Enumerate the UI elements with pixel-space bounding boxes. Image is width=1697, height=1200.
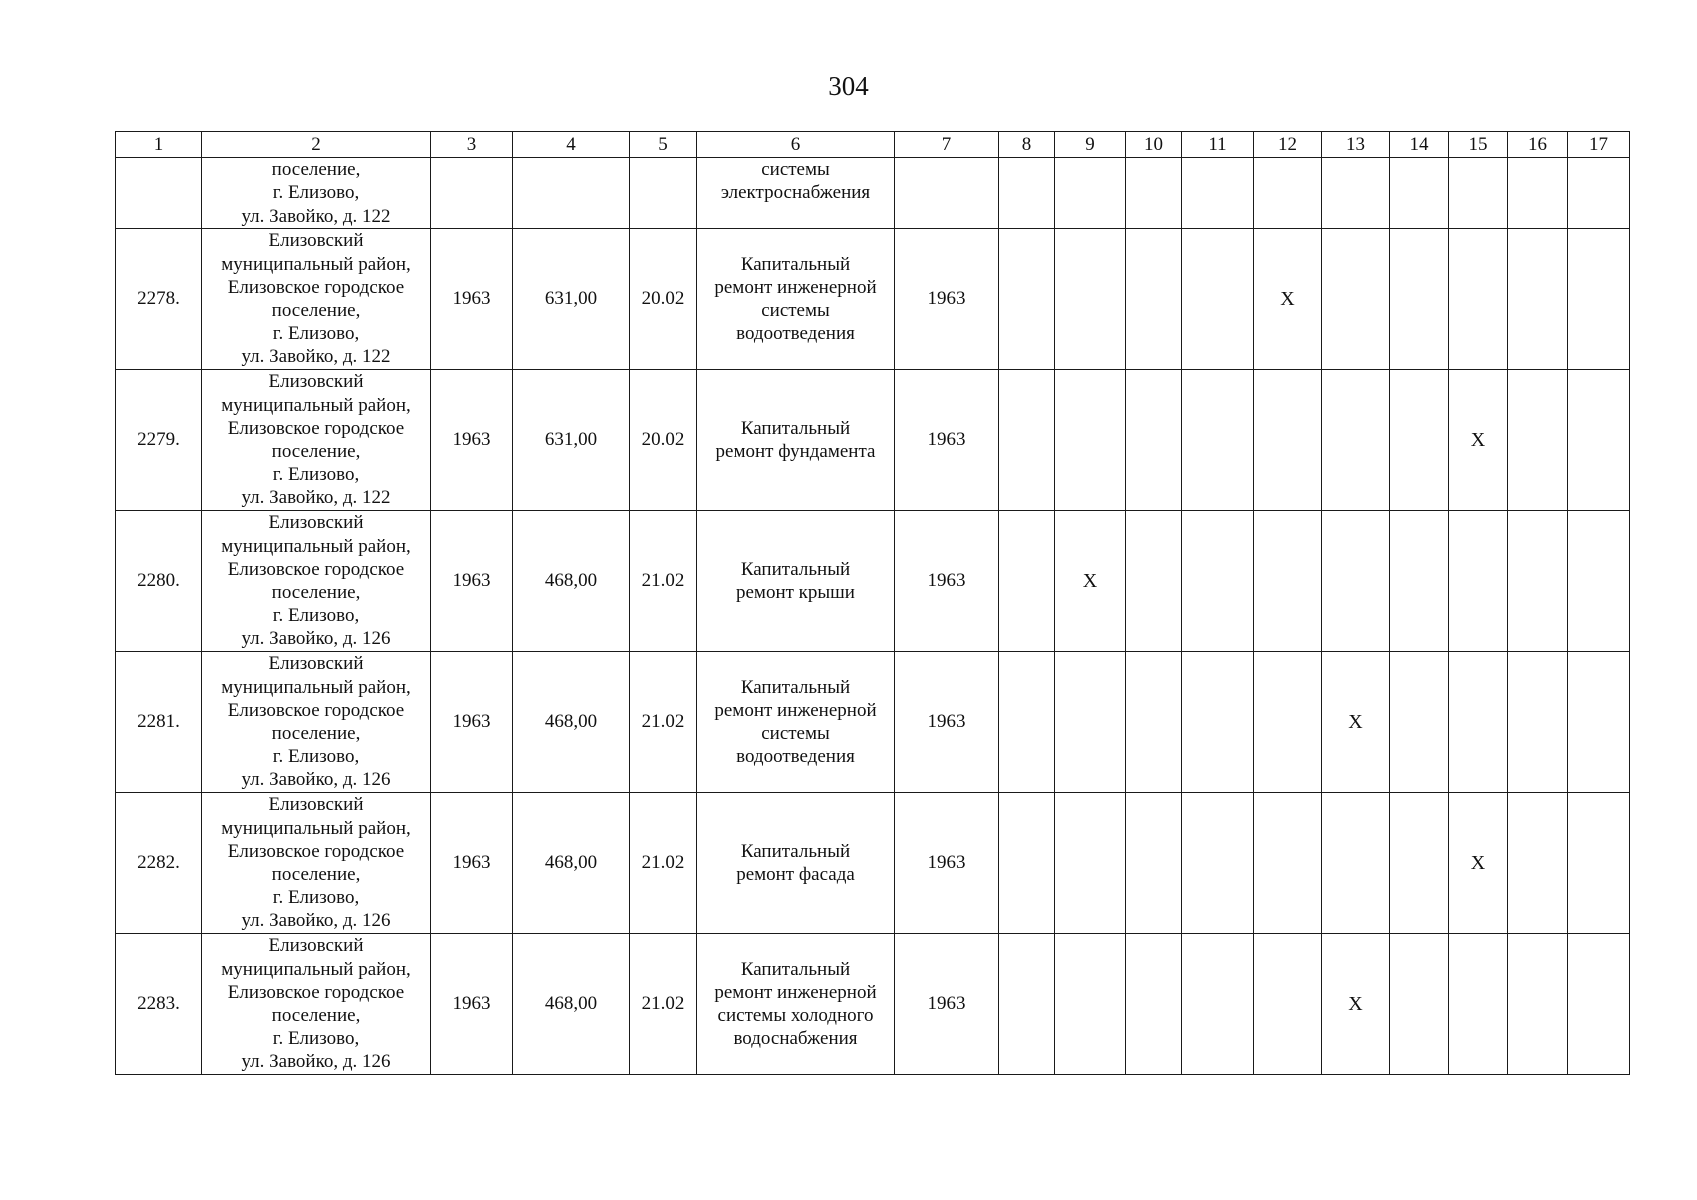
cell-col5: 21.02 [630, 652, 697, 793]
table-body [116, 158, 1630, 1075]
address-lines [202, 511, 430, 650]
cell-col7: 1963 [895, 793, 999, 934]
cell-col14 [1390, 652, 1449, 793]
work-line: ремонт инженерной [714, 982, 877, 1003]
column-header-11: 11 [1182, 132, 1254, 158]
cell-col8 [999, 511, 1055, 652]
cell-col15 [1449, 158, 1508, 229]
address-line: Елизовский [268, 935, 364, 957]
work-line: Капитальный [740, 959, 851, 980]
column-header-15: 15 [1449, 132, 1508, 158]
cell-col4: 468,00 [513, 511, 630, 652]
cell-col13-mark: X [1322, 652, 1390, 793]
cell-work-type [697, 370, 895, 511]
cell-col8 [999, 370, 1055, 511]
column-header-2: 2 [202, 132, 431, 158]
cell-col17 [1568, 229, 1630, 370]
cell-col9 [1055, 229, 1126, 370]
cell-col8 [999, 934, 1055, 1075]
cell-col12-mark: X [1254, 229, 1322, 370]
cell-col13 [1322, 511, 1390, 652]
cell-col9-mark: X [1055, 511, 1126, 652]
work-line: электроснабжения [720, 182, 871, 203]
cell-col7: 1963 [895, 370, 999, 511]
address-line: муниципальный район, [221, 253, 411, 275]
column-header-10: 10 [1126, 132, 1182, 158]
work-line: водоснабжения [733, 1028, 858, 1049]
cell-col10 [1126, 158, 1182, 229]
cell-col10 [1126, 652, 1182, 793]
column-header-13: 13 [1322, 132, 1390, 158]
address-line: г. Елизово, [272, 887, 360, 909]
column-header-8: 8 [999, 132, 1055, 158]
address-line: Елизовский [268, 371, 364, 393]
cell-col9 [1055, 934, 1126, 1075]
cell-col17 [1568, 511, 1630, 652]
cell-col9 [1055, 793, 1126, 934]
cell-col17 [1568, 158, 1630, 229]
column-header-9: 9 [1055, 132, 1126, 158]
cell-work-type [697, 158, 895, 229]
cell-col11 [1182, 652, 1254, 793]
column-header-16: 16 [1508, 132, 1568, 158]
work-line: Капитальный [740, 677, 851, 698]
address-line: Елизовское городское [227, 699, 405, 721]
work-line: Капитальный [740, 559, 851, 580]
cell-col5: 21.02 [630, 793, 697, 934]
cell-col16 [1508, 229, 1568, 370]
cell-col12 [1254, 158, 1322, 229]
cell-col4: 468,00 [513, 934, 630, 1075]
cell-col16 [1508, 511, 1568, 652]
address-lines [202, 229, 430, 368]
cell-col9 [1055, 652, 1126, 793]
page-number: 304 [828, 71, 869, 101]
cell-address [202, 229, 431, 370]
cell-col5 [630, 158, 697, 229]
address-line: ул. Завойко, д. 126 [241, 1051, 391, 1073]
cell-col3: 1963 [431, 652, 513, 793]
cell-col14 [1390, 511, 1449, 652]
address-line: поселение, [271, 582, 361, 603]
cell-col5: 20.02 [630, 370, 697, 511]
cell-col16 [1508, 158, 1568, 229]
address-line: г. Елизово, [272, 182, 360, 204]
work-line: ремонт фасада [736, 864, 855, 885]
address-lines [202, 652, 430, 791]
cell-work-type [697, 793, 895, 934]
cell-col11 [1182, 511, 1254, 652]
cell-work-type [697, 229, 895, 370]
cell-num [116, 158, 202, 229]
table-row [116, 370, 1630, 511]
cell-num: 2282. [116, 793, 202, 934]
cell-col16 [1508, 370, 1568, 511]
cell-col7: 1963 [895, 511, 999, 652]
address-lines [202, 158, 430, 228]
cell-col4: 631,00 [513, 229, 630, 370]
table-row [116, 793, 1630, 934]
cell-col10 [1126, 370, 1182, 511]
work-line: ремонт фундамента [715, 441, 876, 462]
cell-num: 2281. [116, 652, 202, 793]
table-row [116, 652, 1630, 793]
cell-col4: 468,00 [513, 652, 630, 793]
address-line: поселение, [271, 300, 361, 321]
cell-col13 [1322, 793, 1390, 934]
address-line: Елизовское городское [227, 840, 405, 862]
cell-col7: 1963 [895, 652, 999, 793]
work-lines [697, 676, 894, 768]
cell-col14 [1390, 370, 1449, 511]
column-header-3: 3 [431, 132, 513, 158]
cell-col12 [1254, 793, 1322, 934]
cell-col10 [1126, 511, 1182, 652]
address-line: Елизовский [268, 653, 364, 675]
cell-col3 [431, 158, 513, 229]
cell-address [202, 158, 431, 229]
address-line: Елизовское городское [227, 276, 405, 298]
address-line: поселение, [271, 723, 361, 744]
cell-col14 [1390, 793, 1449, 934]
cell-col5: 21.02 [630, 934, 697, 1075]
cell-col14 [1390, 229, 1449, 370]
cell-num: 2283. [116, 934, 202, 1075]
column-header-1: 1 [116, 132, 202, 158]
work-line: системы [761, 723, 830, 744]
work-lines [697, 558, 894, 604]
column-number-header [116, 132, 1630, 158]
cell-col15 [1449, 934, 1508, 1075]
cell-work-type [697, 934, 895, 1075]
work-line: водоотведения [736, 323, 855, 344]
cell-col11 [1182, 793, 1254, 934]
cell-col3: 1963 [431, 370, 513, 511]
cell-col10 [1126, 793, 1182, 934]
cell-col4 [513, 158, 630, 229]
work-lines [697, 417, 894, 463]
cell-col3: 1963 [431, 793, 513, 934]
cell-col15 [1449, 511, 1508, 652]
column-header-6: 6 [697, 132, 895, 158]
address-line: ул. Завойко, д. 126 [241, 910, 391, 932]
work-lines [697, 958, 894, 1050]
column-header-12: 12 [1254, 132, 1322, 158]
repair-schedule-table [115, 131, 1630, 1075]
cell-col12 [1254, 370, 1322, 511]
address-line: Елизовское городское [227, 558, 405, 580]
column-header-5: 5 [630, 132, 697, 158]
address-lines [202, 934, 430, 1073]
cell-col17 [1568, 652, 1630, 793]
cell-work-type [697, 652, 895, 793]
work-line: ремонт инженерной [714, 277, 877, 298]
cell-col16 [1508, 652, 1568, 793]
table-row [116, 934, 1630, 1075]
cell-col8 [999, 793, 1055, 934]
cell-col10 [1126, 934, 1182, 1075]
cell-col3: 1963 [431, 934, 513, 1075]
cell-col12 [1254, 652, 1322, 793]
work-line: системы холодного [717, 1005, 874, 1026]
cell-col9 [1055, 370, 1126, 511]
address-line: г. Елизово, [272, 1028, 360, 1050]
cell-col3: 1963 [431, 511, 513, 652]
address-line: поселение, [271, 159, 361, 181]
address-line: ул. Завойко, д. 122 [241, 346, 391, 368]
cell-col11 [1182, 229, 1254, 370]
cell-col17 [1568, 370, 1630, 511]
cell-work-type [697, 511, 895, 652]
cell-col13 [1322, 158, 1390, 229]
address-line: поселение, [271, 864, 361, 885]
continuation-row [116, 158, 1630, 229]
cell-col9 [1055, 158, 1126, 229]
work-lines [697, 840, 894, 886]
cell-col12 [1254, 934, 1322, 1075]
cell-col3: 1963 [431, 229, 513, 370]
address-line: муниципальный район, [221, 394, 411, 416]
cell-col11 [1182, 934, 1254, 1075]
cell-num: 2278. [116, 229, 202, 370]
cell-address [202, 652, 431, 793]
address-line: муниципальный район, [221, 817, 411, 839]
cell-col14 [1390, 934, 1449, 1075]
column-header-4: 4 [513, 132, 630, 158]
cell-num: 2279. [116, 370, 202, 511]
work-lines [697, 158, 894, 204]
address-lines [202, 370, 430, 509]
cell-col7 [895, 158, 999, 229]
cell-address [202, 934, 431, 1075]
cell-address [202, 370, 431, 511]
cell-col15-mark: X [1449, 370, 1508, 511]
cell-col14 [1390, 158, 1449, 229]
address-lines [202, 793, 430, 932]
address-line: Елизовское городское [227, 417, 405, 439]
cell-address [202, 511, 431, 652]
cell-col13 [1322, 370, 1390, 511]
cell-col8 [999, 652, 1055, 793]
cell-col8 [999, 229, 1055, 370]
address-line: ул. Завойко, д. 126 [241, 628, 391, 650]
cell-col7: 1963 [895, 229, 999, 370]
cell-col11 [1182, 370, 1254, 511]
address-line: поселение, [271, 441, 361, 462]
work-line: системы [761, 300, 830, 321]
address-line: г. Елизово, [272, 746, 360, 768]
address-line: г. Елизово, [272, 605, 360, 627]
address-line: Елизовский [268, 512, 364, 534]
address-line: Елизовский [268, 794, 364, 816]
cell-col7: 1963 [895, 934, 999, 1075]
work-line: Капитальный [740, 418, 851, 439]
table-row [116, 511, 1630, 652]
cell-col17 [1568, 934, 1630, 1075]
address-line: муниципальный район, [221, 535, 411, 557]
cell-col11 [1182, 158, 1254, 229]
cell-col5: 21.02 [630, 511, 697, 652]
work-line: Капитальный [740, 841, 851, 862]
cell-col13-mark: X [1322, 934, 1390, 1075]
address-line: ул. Завойко, д. 122 [241, 205, 391, 227]
cell-col15 [1449, 229, 1508, 370]
table-row [116, 229, 1630, 370]
address-line: ул. Завойко, д. 126 [241, 769, 391, 791]
address-line: г. Елизово, [272, 464, 360, 486]
column-header-14: 14 [1390, 132, 1449, 158]
work-line: системы [761, 159, 830, 180]
address-line: муниципальный район, [221, 958, 411, 980]
work-lines [697, 253, 894, 345]
cell-address [202, 793, 431, 934]
cell-col10 [1126, 229, 1182, 370]
cell-col4: 468,00 [513, 793, 630, 934]
cell-col15-mark: X [1449, 793, 1508, 934]
work-line: ремонт инженерной [714, 700, 877, 721]
cell-col5: 20.02 [630, 229, 697, 370]
cell-col13 [1322, 229, 1390, 370]
cell-col16 [1508, 934, 1568, 1075]
cell-col4: 631,00 [513, 370, 630, 511]
address-line: г. Елизово, [272, 323, 360, 345]
cell-col8 [999, 158, 1055, 229]
address-line: ул. Завойко, д. 122 [241, 487, 391, 509]
address-line: муниципальный район, [221, 676, 411, 698]
address-line: поселение, [271, 1005, 361, 1026]
column-header-7: 7 [895, 132, 999, 158]
cell-col16 [1508, 793, 1568, 934]
cell-num: 2280. [116, 511, 202, 652]
cell-col12 [1254, 511, 1322, 652]
work-line: Капитальный [740, 254, 851, 275]
address-line: Елизовское городское [227, 981, 405, 1003]
cell-col17 [1568, 793, 1630, 934]
address-line: Елизовский [268, 230, 364, 252]
column-header-17: 17 [1568, 132, 1630, 158]
work-line: водоотведения [736, 746, 855, 767]
work-line: ремонт крыши [736, 582, 855, 603]
cell-col15 [1449, 652, 1508, 793]
